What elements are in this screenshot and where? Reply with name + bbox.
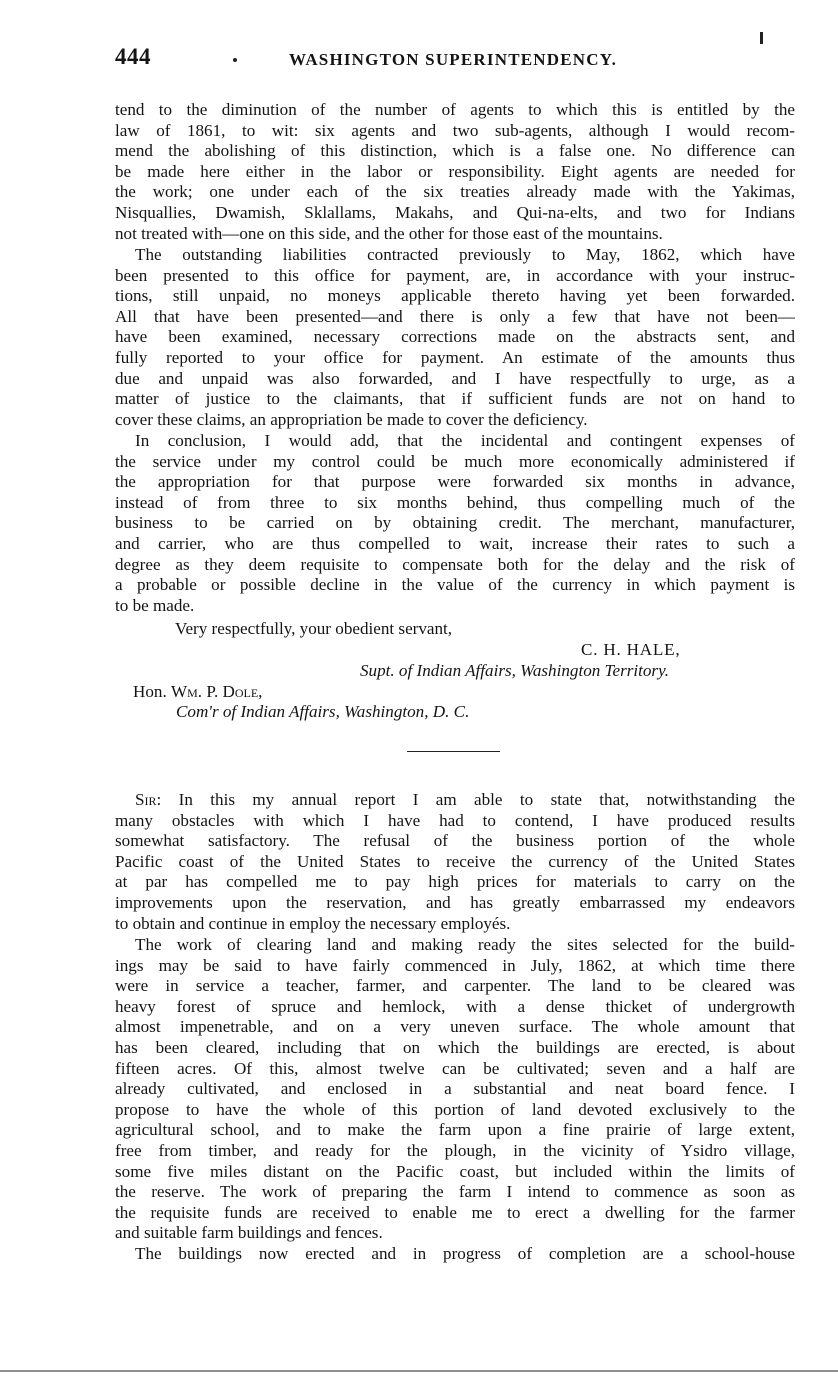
text-line: fifteen acres. Of this, almost twelve can be cultivated; seven and a half are (115, 1058, 795, 1078)
text-line: a probable or possible decline in the value of the currency in which payment is (115, 575, 795, 595)
text-line (115, 790, 795, 811)
page-number: 444 (115, 44, 151, 69)
text-line: law of 1861, to wit: six agents and two sub-agents, although I would recom- (115, 120, 795, 140)
text-line: the service under my control could be much more economically administered if (115, 451, 795, 471)
text-line: the appropriation for that purpose were forwarded six months in advance, (115, 472, 795, 492)
text-line: not treated with—one on this side, and the other for those east of the mountains. (115, 223, 663, 243)
text-line: degree as they deem requisite to compensate both for the delay and the risk of (115, 554, 795, 574)
text-line: agricultural school, and to make the farm upon a fine prairie of large extent, (115, 1120, 795, 1140)
paragraph-annual-report-intro (115, 790, 795, 934)
text-line: cover these claims, an appropriation be made to cover the deficiency. (115, 409, 588, 429)
text-line: to obtain and continue in employ the necessary employés. (115, 913, 511, 933)
text-line: and suitable farm buildings and fences. (115, 1223, 383, 1243)
letter-closing: Very respectfully, your obedient servant, (175, 619, 453, 638)
addressee (133, 682, 262, 702)
text-line: propose to have the whole of this portion of land devoted exclusively to the (115, 1099, 795, 1119)
text-line: were in service a teacher, farmer, and carpenter. The land to be cleared was (115, 976, 795, 996)
text-line: business to be carried on by obtaining credit. The merchant, manufacturer, (115, 513, 795, 533)
text-line: have been examined, necessary corrections made on the abstracts sent, and (115, 327, 795, 347)
printer-dot (233, 58, 237, 62)
text-line: to be made. (115, 595, 195, 615)
addressee-name: Wm. P. Dole, (171, 682, 263, 701)
text-line: already cultivated, and enclosed in a substantial and neat board fence. I (115, 1079, 795, 1099)
text-line: mend the abolishing of this distinction, which is a false one. No difference can (115, 141, 795, 161)
addressee-prefix: Hon. (133, 682, 167, 701)
signature-name: C. H. HALE, (581, 640, 681, 659)
paragraph-buildings (115, 1244, 795, 1265)
text-line: somewhat satisfactory. The refusal of the business portion of the whole (115, 831, 795, 851)
text-line: some five miles distant on the Pacific coast, but included within the limits of (115, 1161, 795, 1181)
text-line: tions, still unpaid, no moneys applicable thereto having yet been forwarded. (115, 286, 795, 306)
running-title: WASHINGTON SUPERINTENDENCY. (289, 50, 618, 69)
text-line: almost impenetrable, and on a very uneven surface. The whole amount that (115, 1017, 795, 1037)
text-line: heavy forest of spruce and hemlock, with a dense thicket of undergrowth (115, 996, 795, 1016)
text-line: the reserve. The work of preparing the farm I intend to commence as soon as (115, 1182, 795, 1202)
text-line: In conclusion, I would add, that the incidental and contingent expenses of (135, 431, 795, 450)
section-divider (407, 751, 500, 752)
text-line: Nisquallies, Dwamish, Sklallams, Makahs, and Qui-na-elts, and two for Indians (115, 202, 795, 222)
text-line: tend to the diminution of the number of agents to which this is entitled by the (115, 100, 795, 119)
text-line: many obstacles with which I have had to contend, I have produced results (115, 810, 795, 830)
text-line: the requisite funds are received to enable me to erect a dwelling for the farmer (115, 1202, 795, 1222)
text-line: The work of clearing land and making ready the sites selected for the build- (135, 935, 795, 954)
text-line: free from timber, and ready for the plough, in the vicinity of Ysidro village, (115, 1140, 795, 1160)
margin-mark (760, 32, 763, 44)
text-line: All that have been presented—and there is only a few that have not been— (115, 306, 795, 326)
paragraph-clearing-land (115, 935, 795, 1244)
text-line: has been cleared, including that on which the buildings are erected, is about (115, 1037, 795, 1057)
text-line: improvements upon the reservation, and has greatly embarrassed my endeavors (115, 892, 795, 912)
text-line-rest: In this my annual report I am able to state that, notwithstanding the (161, 790, 795, 809)
text-line: and carrier, who are thus compelled to wait, increase their rates to such a (115, 533, 795, 553)
text-line: been presented to this office for payment, are, in accordance with your instruc- (115, 265, 795, 285)
paragraph-outstanding-liabilities (115, 245, 795, 430)
text-line: be made here either in the labor or responsibility. Eight agents are needed for (115, 161, 795, 181)
text-line: The outstanding liabilities contracted previously to May, 1862, which have (135, 245, 795, 264)
scan-edge (0, 1370, 838, 1372)
addressee-title: Com'r of Indian Affairs, Washington, D. C. (176, 702, 470, 721)
text-line: due and unpaid was also forwarded, and I have respectfully to urge, as a (115, 368, 795, 388)
text-line: instead of from three to six months behind, thus compelling much of the (115, 492, 795, 512)
text-line: the work; one under each of the six treaties already made with the Yakimas, (115, 182, 795, 202)
paragraph-liabilities-agents (115, 100, 795, 244)
running-header (115, 44, 795, 76)
salutation: Sir: (135, 790, 162, 809)
text-line: matter of justice to the claimants, that if sufficient funds are not on hand to (115, 389, 795, 409)
signature-title: Supt. of Indian Affairs, Washington Territory. (360, 661, 670, 680)
text-line: The buildings now erected and in progress of completion are a school-house (135, 1244, 795, 1263)
paragraph-conclusion (115, 431, 795, 616)
text-line: fully reported to your office for payment. An estimate of the amounts thus (115, 347, 795, 367)
text-line: Pacific coast of the United States to receive the currency of the United States (115, 851, 795, 871)
text-line: ings may be said to have fairly commenced in July, 1862, at which time there (115, 955, 795, 975)
text-line: at par has compelled me to pay high prices for materials to carry on the (115, 872, 795, 892)
